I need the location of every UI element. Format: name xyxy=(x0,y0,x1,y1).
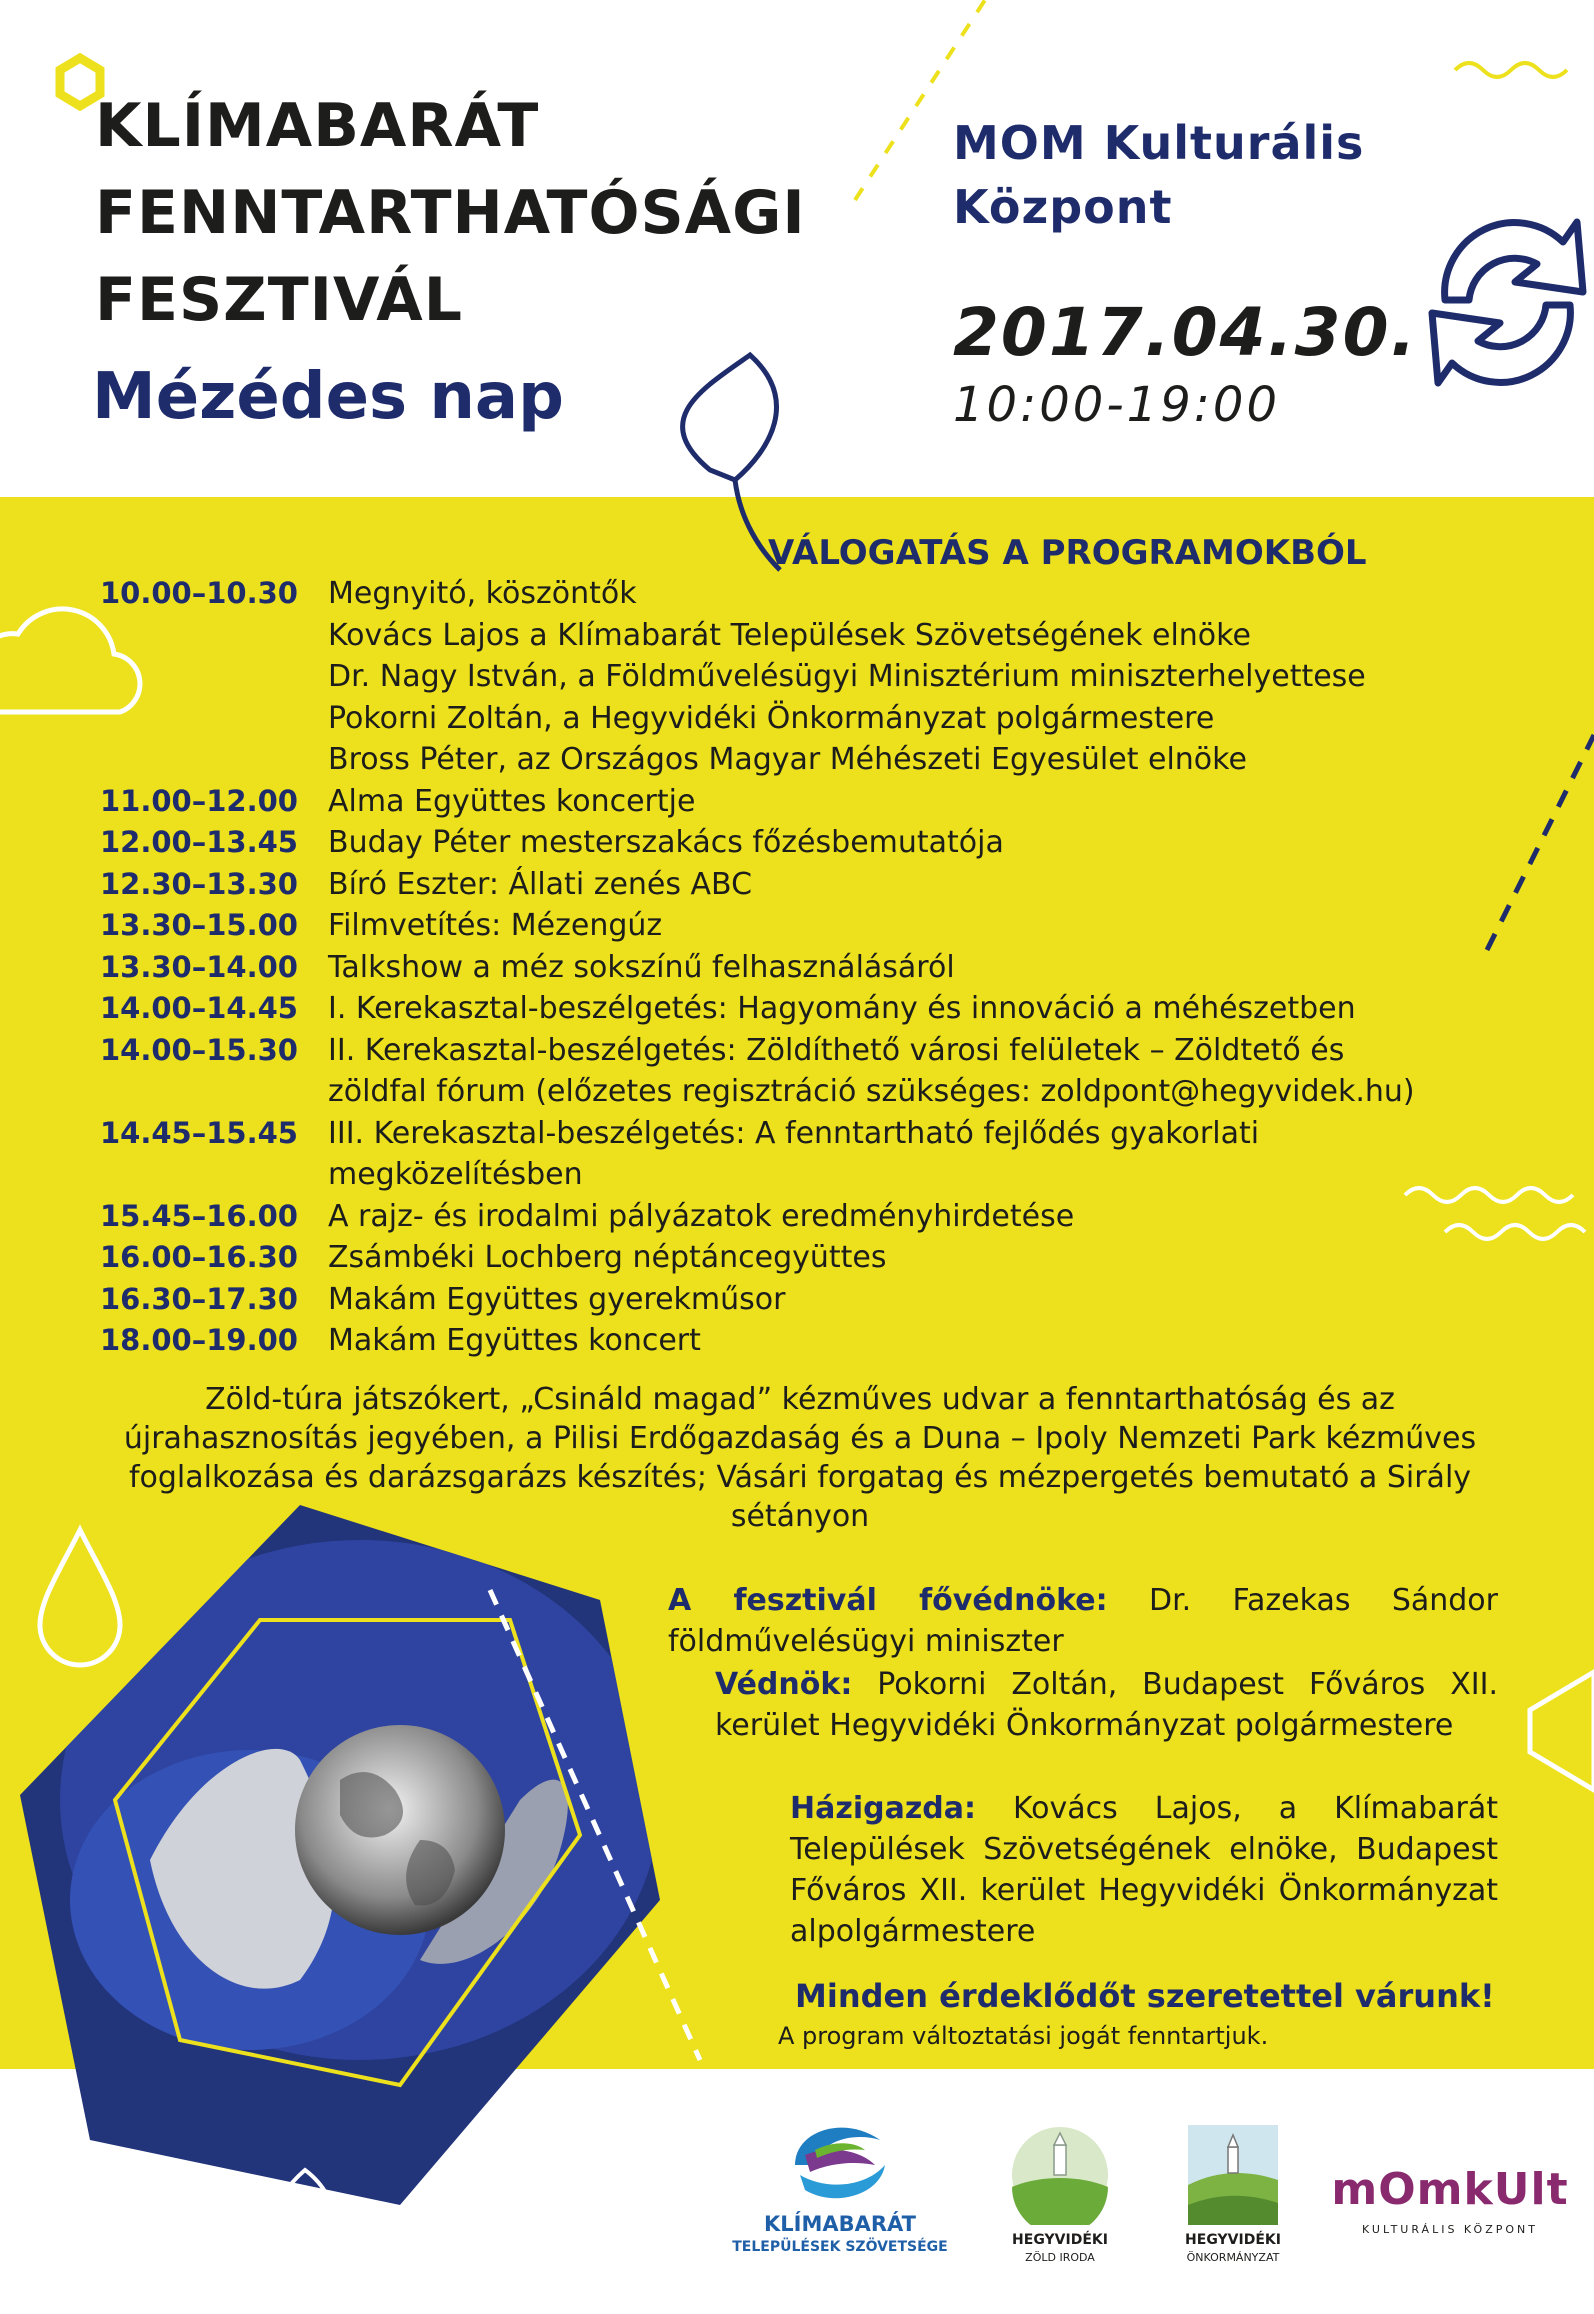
hegyvideki-zold-iroda-subtext: ZÖLD IRODA xyxy=(1025,2251,1095,2264)
dashed-line-top xyxy=(855,0,985,200)
program-item-time: 10.00–10.30 xyxy=(100,576,298,610)
program-item xyxy=(100,864,1550,906)
patron-sponsor-label: Védnök: xyxy=(715,1667,853,1702)
program-item-description: Makám Együttes koncert xyxy=(328,1323,701,1358)
welcome-message: Minden érdeklődőt szeretettel várunk! xyxy=(795,1977,1495,2015)
patron-main-label: A fesztivál fővédnöke: xyxy=(668,1583,1108,1618)
program-item xyxy=(100,1030,1550,1113)
program-item-time: 12.30–13.30 xyxy=(100,866,298,901)
event-time: 10:00-19:00 xyxy=(953,377,1280,433)
program-item-description: Makám Együttes gyerekműsor xyxy=(328,1281,786,1317)
program-item xyxy=(100,822,1550,864)
water-drop-icon xyxy=(40,1530,120,1665)
program-item-time: 16.00–16.30 xyxy=(100,1240,298,1274)
program-item-time: 11.00–12.00 xyxy=(100,783,298,818)
program-item-time: 13.30–14.00 xyxy=(100,949,298,984)
festival-title-line-1: KLÍMABARÁT xyxy=(95,91,540,161)
program-item xyxy=(100,573,1550,781)
program-item xyxy=(100,1237,1550,1279)
program-item-description: Buday Péter mesterszakács főzésbemutatója xyxy=(328,825,1004,860)
program-item-description: III. Kerekasztal-beszélgetés: A fenntartható fejlődés gyakorlati megközelítésben xyxy=(328,1115,1260,1192)
program-item-description: A rajz- és irodalmi pályázatok eredményhirdetése xyxy=(328,1198,1075,1234)
leaf-icon-top xyxy=(683,355,777,480)
venue-line-1: MOM Kulturális xyxy=(953,116,1365,170)
program-item-time: 15.45–16.00 xyxy=(100,1198,298,1233)
program-item xyxy=(100,988,1550,1030)
program-heading: VÁLOGATÁS A PROGRAMOKBÓL xyxy=(768,533,1367,573)
hegyvideki-onkormanyzat-logo-icon xyxy=(1188,2125,1278,2225)
hegyvideki-zold-iroda-text: HEGYVIDÉKI xyxy=(1012,2232,1108,2248)
wavy-line-top xyxy=(1455,63,1567,77)
program-item-description: Bíró Eszter: Állati zenés ABC xyxy=(328,866,753,902)
klimabarat-logo-text: KLÍMABARÁT xyxy=(764,2212,916,2236)
program-item xyxy=(100,1196,1550,1238)
program-item-time: 14.00–15.30 xyxy=(100,1032,298,1067)
patron-main xyxy=(668,1580,1498,1662)
klimabarat-logo-subtext: TELEPÜLÉSEK SZÖVETSÉGE xyxy=(732,2239,948,2255)
program-item-time: 13.30–15.00 xyxy=(100,908,298,942)
patron-sponsor xyxy=(715,1664,1498,1746)
program-item-description: Zsámbéki Lochberg néptáncegyüttes xyxy=(328,1240,887,1275)
program-item-time: 14.45–15.45 xyxy=(100,1115,298,1150)
festival-title-line-2: FENNTARTHATÓSÁGI xyxy=(95,178,806,248)
program-item xyxy=(100,905,1550,947)
hegyvideki-onkormanyzat-text: HEGYVIDÉKI xyxy=(1185,2232,1281,2248)
patron-host xyxy=(790,1788,1498,1952)
patron-host-label: Házigazda: xyxy=(790,1791,976,1826)
program-item xyxy=(100,1279,1550,1321)
side-events-paragraph: Zöld-túra játszókert, „Csináld magad” kézműves udvar a fenntarthatóság és az újrahasznosítás jegyében, a Pilisi Erdőgazdaság és a Duna – Ipoly Nemzeti Park kézműves foglalkozása és darázsgarázs készítés; Vásári forgatag és mézpergetés bemutató a Sirály sétányon xyxy=(123,1382,1477,1534)
program-item xyxy=(100,1320,1550,1362)
program-item-time: 18.00–19.00 xyxy=(100,1323,298,1357)
program-item-description: Megnyitó, köszöntők Kovács Lajos a Klímabarát Települések Szövetségének elnöke Dr. Nagy István, a Földművelésügyi Minisztérium miniszterhelyettese Pokorni Zoltán, a Hegyvidéki Önkormányzat polgármestere Bross Péter, az Országos Magyar Méhészeti Egyesület elnöke xyxy=(328,576,1366,777)
event-date: 2017.04.30. xyxy=(953,294,1418,371)
program-item-description: Talkshow a méz sokszínű felhasználásáról xyxy=(328,949,955,985)
program-item-time: 16.30–17.30 xyxy=(100,1281,298,1316)
hegyvideki-zold-iroda-logo-icon xyxy=(1010,2125,1110,2225)
momkult-logo-text: mOmkUlt xyxy=(1331,2164,1569,2215)
patron-host-text: Kovács Lajos, a Klímabarát Települések Szövetségének elnöke, Budapest Főváros XII. kerület Hegyvidéki Önkormányzat alpolgármestere xyxy=(790,1791,1498,1949)
program-item-time: 12.00–13.45 xyxy=(100,825,298,859)
hegyvideki-onkormanyzat-subtext: ÖNKORMÁNYZAT xyxy=(1186,2251,1280,2264)
program-item-description: Alma Együttes koncertje xyxy=(328,783,696,819)
venue-line-2: Központ xyxy=(953,180,1173,234)
festival-subtitle: Mézédes nap xyxy=(92,360,564,434)
momkult-logo-subtext: KULTURÁLIS KÖZPONT xyxy=(1362,2223,1538,2236)
program-item-description: I. Kerekasztal-beszélgetés: Hagyomány és innováció a méhészetben xyxy=(328,991,1356,1026)
klimabarat-logo-icon xyxy=(785,2110,895,2210)
program-item xyxy=(100,1113,1550,1196)
recycle-icon xyxy=(1432,222,1583,383)
program-list xyxy=(100,573,1550,1362)
program-item xyxy=(100,947,1550,989)
patron-sponsor-text: Pokorni Zoltán, Budapest Főváros XII. kerület Hegyvidéki Önkormányzat polgármestere xyxy=(715,1667,1498,1743)
program-item-description: Filmvetítés: Mézengúz xyxy=(328,908,663,943)
small-hexagon-icon xyxy=(60,58,100,106)
program-item-description: II. Kerekasztal-beszélgetés: Zöldíthető városi felületek – Zöldtető és zöldfal fórum (előzetes regisztráció szükséges: zoldpont@hegyvidek.hu) xyxy=(328,1032,1415,1109)
patron-main-text: Dr. Fazekas Sándor földművelésügyi miniszter xyxy=(668,1583,1498,1659)
hexagon-outline-right xyxy=(1530,1672,1594,1790)
festival-title-line-3: FESZTIVÁL xyxy=(95,265,463,335)
program-item-time: 14.00–14.45 xyxy=(100,991,298,1025)
disclaimer: A program változtatási jogát fenntartjuk. xyxy=(778,2022,1269,2050)
program-item xyxy=(100,781,1550,823)
